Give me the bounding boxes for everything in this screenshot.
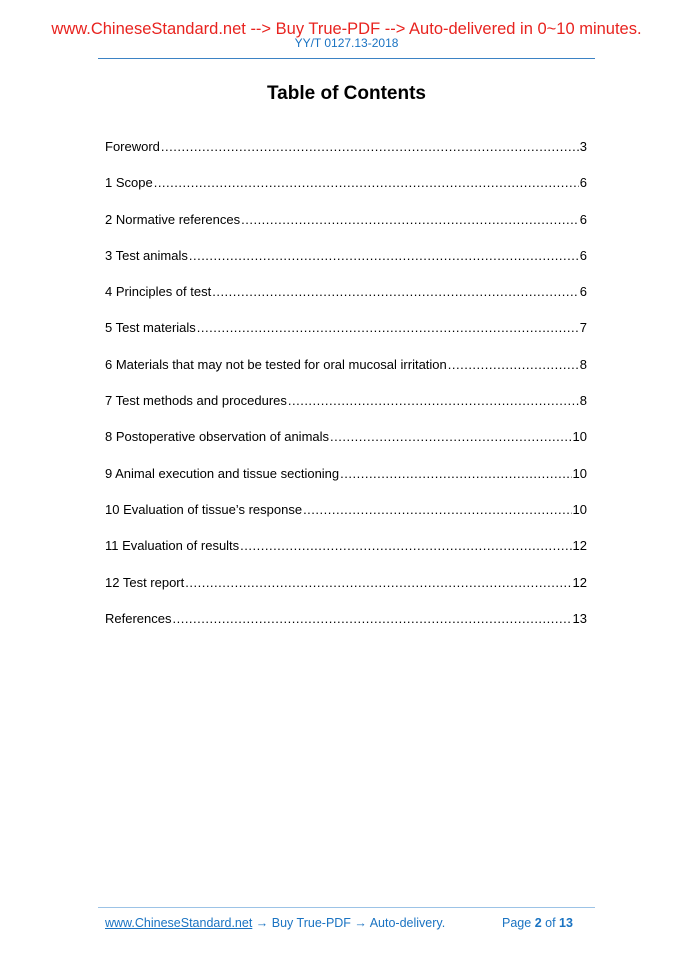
toc-entry-page: 8: [579, 393, 587, 409]
toc-entry-label: Foreword: [105, 139, 160, 154]
toc-dot-leader: [161, 138, 579, 156]
toc-dot-leader: [241, 211, 579, 229]
toc-dot-leader: [288, 392, 579, 410]
toc-entry-test-materials[interactable]: [105, 319, 587, 355]
footer-divider: [98, 907, 595, 908]
toc-entry-label: 4 Principles of test: [105, 284, 212, 300]
toc-entry-principles-of-test[interactable]: [105, 283, 587, 319]
header-divider: [98, 58, 595, 59]
toc-entry-animal-execution[interactable]: [105, 465, 587, 501]
toc-dot-leader: [448, 356, 579, 374]
page-current: 2: [534, 916, 542, 930]
page-word: Page: [502, 916, 532, 930]
toc-entry-label: 7 Test methods and procedures: [105, 393, 287, 409]
toc-entry-test-methods[interactable]: [105, 392, 587, 428]
toc-entry-page: 6: [579, 211, 587, 227]
banner-text: www.ChineseStandard.net --> Buy True-PDF --> Auto-delivered in 0~10 minutes.: [51, 20, 642, 38]
footer-promo: [105, 916, 445, 930]
toc-entry-page: 12: [572, 538, 587, 554]
toc-entry-page: 6: [579, 284, 587, 300]
toc-title: Table of Contents: [266, 83, 427, 104]
toc-entry-label: 9 Animal execution and tissue sectioning: [105, 465, 340, 481]
toc-entry-page: 6: [579, 175, 587, 191]
toc-entry-label: 10 Evaluation of tissue’s response: [105, 501, 303, 517]
page-total: 13: [559, 916, 573, 930]
toc-entry-label: 3 Test animals: [105, 247, 188, 263]
footer-site-link[interactable]: www.ChineseStandard.net: [105, 916, 253, 930]
toc-list: [105, 138, 587, 646]
toc-entry-page: 10: [572, 501, 587, 517]
toc-entry-page: 8: [579, 356, 587, 372]
toc-entry-page: 10: [572, 429, 587, 445]
toc-entry-tissue-response[interactable]: [105, 501, 587, 537]
toc-dot-leader: [330, 428, 572, 446]
toc-entry-postoperative-observation[interactable]: [105, 428, 587, 464]
toc-dot-leader: [303, 501, 571, 519]
toc-entry-label: 5 Test materials: [105, 320, 196, 336]
toc-entry-label: 1 Scope: [105, 175, 153, 191]
toc-entry-foreword[interactable]: [105, 138, 587, 174]
toc-entry-page: 12: [572, 574, 587, 590]
toc-entry-page: 3: [579, 139, 587, 154]
toc-entry-label: 11 Evaluation of results: [105, 538, 240, 554]
toc-entry-label: 2 Normative references: [105, 211, 241, 227]
toc-dot-leader: [197, 319, 579, 337]
toc-entry-test-animals[interactable]: [105, 247, 587, 283]
toc-entry-references[interactable]: [105, 610, 587, 646]
standard-code: YY/T 0127.13-2018: [294, 36, 399, 50]
toc-dot-leader: [212, 283, 579, 301]
toc-entry-normative-references[interactable]: [105, 211, 587, 247]
toc-entry-page: 13: [572, 610, 587, 626]
toc-entry-untested-materials[interactable]: [105, 356, 587, 392]
toc-entry-label: 12 Test report: [105, 574, 185, 590]
toc-dot-leader: [240, 537, 571, 555]
toc-dot-leader: [189, 247, 579, 265]
toc-entry-label: References: [105, 610, 172, 626]
page-of: of: [545, 916, 556, 930]
toc-entry-page: 10: [572, 465, 587, 481]
toc-entry-scope[interactable]: [105, 174, 587, 210]
toc-dot-leader: [172, 610, 571, 628]
footer-promo-text: → Buy True-PDF → Auto-delivery.: [252, 916, 446, 930]
toc-entry-page: 6: [579, 247, 587, 263]
toc-entry-evaluation-of-results[interactable]: [105, 537, 587, 573]
toc-entry-label: 8 Postoperative observation of animals: [105, 429, 330, 445]
toc-entry-page: 7: [579, 320, 587, 336]
page-indicator: [502, 916, 573, 930]
toc-entry-test-report[interactable]: [105, 574, 587, 610]
toc-dot-leader: [154, 174, 579, 192]
toc-dot-leader: [340, 465, 571, 483]
toc-entry-label: 6 Materials that may not be tested for oral mucosal irritation: [105, 356, 447, 372]
toc-dot-leader: [185, 574, 571, 592]
